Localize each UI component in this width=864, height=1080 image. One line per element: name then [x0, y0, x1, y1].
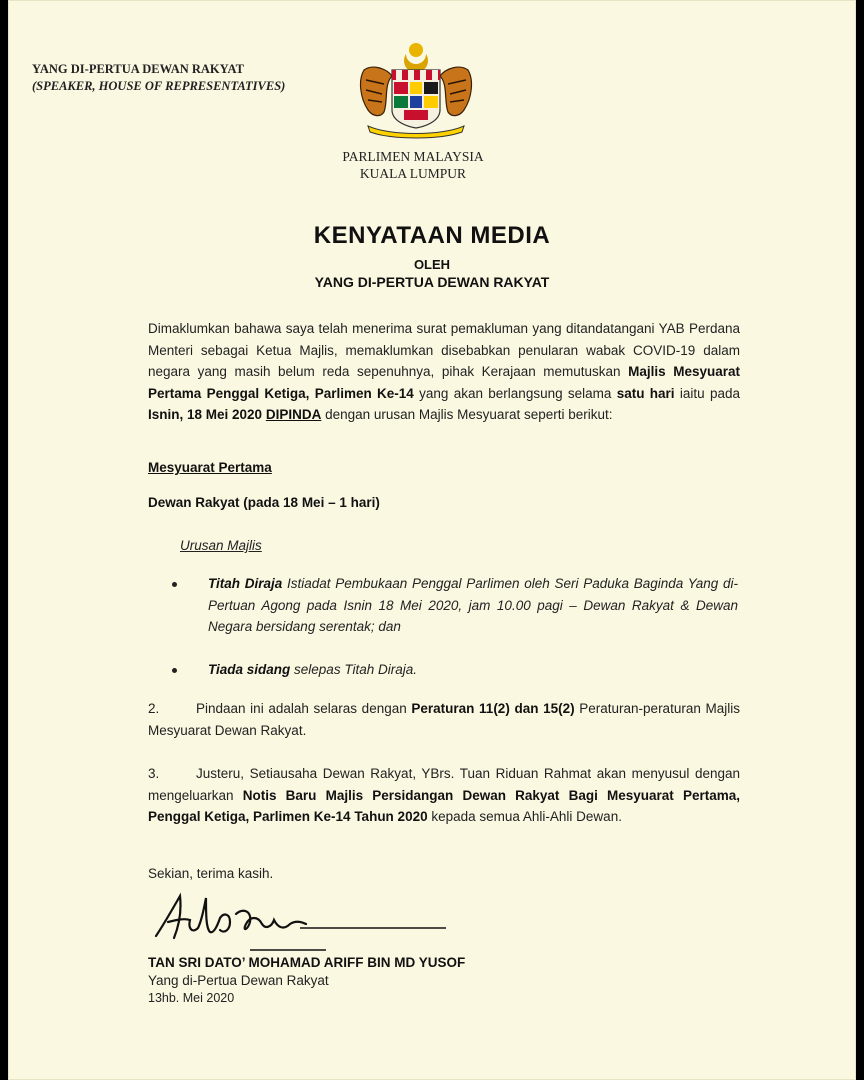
para1-bold-3: Isnin, 18 Mei 2020 [148, 407, 263, 423]
title-oleh: OLEH [413, 257, 451, 272]
signatory-name: TAN SRI DATO’ MOHAMAD ARIFF BIN MD YUSOF [148, 955, 466, 970]
section-subheading: Dewan Rakyat (pada 18 Mei – 1 hari) [148, 495, 380, 510]
bullet-2-text: selepas Titah Diraja. [290, 662, 417, 677]
bullet-1-bold: Titah Diraja [208, 576, 283, 591]
bullet-item-2 [208, 659, 738, 681]
bullet-dot-icon [172, 582, 177, 587]
malaysia-coat-of-arms-icon [354, 40, 478, 142]
speaker-header [32, 61, 285, 95]
para3-bold-1: Notis Baru Majlis Persidangan Dewan Rakyat Bagi Mesyuarat Pertama, Penggal Ketiga, Parlimen Ke-14 Tahun 2020 [148, 787, 740, 825]
para3-number: 3. [148, 766, 160, 781]
section-heading: Mesyuarat Pertama [148, 460, 272, 475]
para1-bold-4: DIPINDA [265, 407, 322, 423]
closing-text: Sekian, terima kasih. [148, 866, 274, 881]
bullet-1-text: Istiadat Pembukaan Penggal Parlimen oleh Seri Paduka Baginda Yang di-Pertuan Agong pada Isnin 18 Mei 2020, jam 10.00 pagi – Dewan Rakyat & Dewan Negara bersidang serentak; dan [208, 576, 738, 635]
parliament-name: PARLIMEN MALAYSIA [342, 149, 484, 164]
paragraph-2 [148, 698, 740, 741]
parliament-address [298, 148, 528, 182]
paragraph-1 [148, 318, 740, 426]
title-byline: YANG DI-PERTUA DEWAN RAKYAT [314, 274, 550, 290]
para2-bold-1: Peraturan 11(2) dan 15(2) [411, 701, 575, 716]
para2-text-1: Pindaan ini adalah selaras dengan [196, 701, 412, 716]
para1-bold-1: Majlis Mesyuarat Pertama Penggal Ketiga, Parlimen Ke-14 [148, 364, 741, 401]
bullet-dot-icon [172, 668, 177, 673]
para1-bold-2: satu hari [616, 385, 675, 401]
para1-text-5: dengan urusan Majlis Mesyuarat seperti berikut: [321, 407, 613, 423]
parliament-city: KUALA LUMPUR [359, 166, 467, 181]
signatory-role: Yang di-Pertua Dewan Rakyat [148, 973, 329, 988]
speaker-title-ms: YANG DI-PERTUA DEWAN RAKYAT [32, 62, 244, 76]
bullet-2-bold: Tiada sidang [208, 662, 291, 677]
document-page [8, 0, 856, 1080]
para2-number: 2. [148, 701, 160, 716]
signature-icon [150, 884, 450, 954]
para1-text-2: yang akan berlangsung selama [413, 385, 617, 401]
signatory-date: 13hb. Mei 2020 [148, 991, 235, 1005]
bullet-item-1 [208, 573, 738, 638]
para3-text-2: kepada semua Ahli-Ahli Dewan. [427, 809, 622, 825]
speaker-title-en: (SPEAKER, HOUSE OF REPRESENTATIVES) [32, 79, 286, 93]
urusan-heading: Urusan Majlis [180, 538, 262, 553]
paragraph-3 [148, 763, 740, 828]
para1-text-1: Dimaklumkan bahawa saya telah menerima surat pemakluman yang ditandatangani YAB Perdana Menteri sebagai Ketua Majlis, memaklumkan disebabkan penularan wabak COVID-19 dalam negara yang masih belum reda sepenuhnya, pihak Kerajaan memutuskan [148, 321, 740, 380]
para2-text-2: Peraturan-peraturan Majlis Mesyuarat Dewan Rakyat. [148, 701, 740, 738]
para1-text-3: iaitu pada [674, 385, 740, 401]
para3-text-1: Justeru, Setiausaha Dewan Rakyat, YBrs. Tuan Riduan Rahmat akan menyusul dengan mengeluarkan [148, 766, 740, 803]
page-title: KENYATAAN MEDIA [313, 222, 551, 249]
